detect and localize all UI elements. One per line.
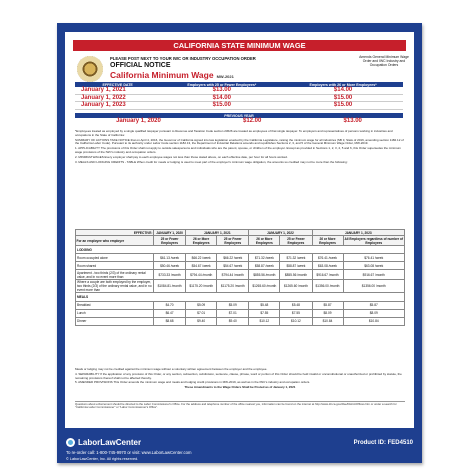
wage-header-small: Employers with 25 or Fewer Employees*	[160, 82, 283, 87]
previous-year	[75, 113, 403, 125]
wage-header-large: Employers with 26 or More Employees*	[283, 82, 403, 87]
copyright: © LaborLawCenter, Inc. All rights reserved.	[66, 457, 139, 461]
reorder-info: To re-order call: 1-800-745-9970 or visit: www.LaborLawCenter.com	[66, 450, 192, 455]
product-id: Product ID: FED4510	[353, 440, 413, 446]
poster-title: CALIFORNIA STATE MINIMUM WAGE	[73, 40, 406, 51]
meals-lodging-table: EFFECTIVE: JANUARY 1, 2020 JANUARY 1, 2021 JANUARY 1, 2022 JANUARY 1, 2023 For an employee who employer 25 or Fewer Employees 26 or More Employees 25 or Fewer Employees 26 or More Employees 25 or Fewer Employees 26 or More Employees All Employers regardless of number of Employees LODGING Room occupied alone $61.13 /week $66.22 /week $66.22 /week $71.32 /week $71.32 /week $76.41 /week $76.41 /week Room shared $50.46 /week $54.67 /week $54.67 /week $58.87 /week $58.87 /week $63.08 /week $63.08 /week Apartment - two thirds (2/3) of the ordinary rental value, and in no event more than $733.33 /month $794.44 /month $794.44 /month $855.56 /month $855.56 /month $916.67 /month $916.67 /month Where a couple are both employed by the employer, two thirds (2/3) of the ordinary rental value, and in no event more than $1084.81 /month $1175.20 /month $1175.20 /month $1265.60 /month $1265.60 /month $1356.00 /month $1356.00 /month MEALS Breakfast $4.70 $5.09 $5.09 $5.48 $5.48 $5.87 $5.87 Lunch $6.47 $7.01 $7.01 $7.55 $7.55 $8.09 $8.09 Dinner $8.68 $9.40 $9.40 $10.12 $10.12 $10.84 $10.84	[75, 229, 405, 326]
brand-logo	[66, 438, 141, 447]
minimum-wage-table	[75, 82, 403, 110]
table-row: Breakfast $4.70 $5.09 $5.09 $5.48 $5.48 $5.87 $5.87	[76, 301, 405, 309]
poster-body	[65, 32, 414, 428]
table-row: Room occupied alone $61.13 /week $66.22 /week $66.22 /week $71.32 /week $71.32 /week $76.41 /week $76.41 /week	[76, 254, 405, 262]
post-instruction: PLEASE POST NEXT TO YOUR IWC OR INDUSTRY OCCUPATION ORDER	[110, 56, 256, 61]
order-text-continued: Meals or lodging may not be credited against the minimum wage without a voluntary written agreement between the employer and the employee. 4. SEPARABILITY If the application of any provision of this Order, or any section, subsection, subdivision, sentence, clause, phrase, word or portion of this Order should be held invalid or unconstitutional or unauthorized or prohibited by statute, the remaining provisions thereof shall not be affected thereby. 5. AMENDED PROVISIONS This Order amends the minimum wage and meals and lodging credit provisions in MW-2019, as well as in the IWC's industry and occupation orders. These Amendments to the Wage Orders Shall be Posted as of January 1, 2021	[75, 368, 405, 391]
brand-name: LaborLawCenter	[78, 438, 142, 447]
form-code: MW-2021	[216, 74, 234, 79]
table-row: Where a couple are both employed by the employer, two thirds (2/3) of the ordinary rental value, and in no event more than $1084.81 /month $1175.20 /month $1175.20 /month $1265.60 /month $1265.60 /month $1356.00 /month $1356.00 /month	[76, 279, 405, 293]
order-text: *Employees treated as employed by a single qualified taxpayer pursuant to Revenue and Taxation Code section 23626 are treated as employees of that single taxpayer. To employers and representatives of persons working in industries and occupations in the State of California: SUMMARY OF ACTIONS TAKE NOTICE that on April 4, 2016, the Governor of California signed into law legislation enacted by the California Legislature, raising the minimum wage for all industries (SB 3, Stats of 2016, amending section 1182.12 of the California Labor Code). Pursuant to its authority under Labor Code section 1182.13, the Department of Industrial Relations amends and republishes Sections 2, 3, and 5 of the General Minimum Wage Order, MW-2019. 1. APPLICABILITY The provisions of this Order shall not apply to outside salespersons and individuals who are the parent, spouse, or children of the employer. Except as provided in Sections 1, 2, 3, 4, 5 and 6, this Order supersedes the minimum wage provisions of the IWC's industry and occupation orders. 2. MINIMUM WAGES Every employer shall pay to each employee wages not less than those stated above, on each effective date, per hour for all hours worked. 3. MEALS AND LODGING CREDITS - TABLE When credit for meals or lodging is used to meet part of the employer's minimum wage obligation, the amounts so credited may not be more than the following:	[75, 129, 404, 164]
table-row: January 1, 2023 $15.00 $15.00	[75, 102, 403, 110]
poster	[57, 23, 422, 463]
amends-note: Amends General Minimum Wage Order and IWC Industry and Occupation Orders	[359, 55, 409, 68]
table-row: January 1, 2022 $14.00 $15.00	[75, 94, 403, 102]
notice-heading: California Minimum Wage MW-2021	[110, 70, 234, 80]
table-row: Dinner $8.68 $9.40 $9.40 $10.12 $10.12 $10.84 $10.84	[76, 317, 405, 325]
official-notice: OFFICIAL NOTICE	[110, 62, 171, 69]
wage-header-date: EFFECTIVE DATE	[75, 82, 160, 87]
amendment-notice: These Amendments to the Wage Orders Shall be Posted as of January 1, 2021	[184, 385, 296, 390]
enforcement-note: Questions about enforcement should be directed to the Labor Commissioner's Office. For the address and telephone number of the office nearest you, information can be found on the internet at http://www.dir.ca.gov/dlse/DistrictOffices.htm or under a search for "California Labor Commissioner" or "Labor Commissioner's Office".	[75, 401, 405, 410]
table-row: Lunch $6.47 $7.01 $7.01 $7.55 $7.55 $8.09 $8.09	[76, 309, 405, 317]
laborlawcenter-logo-icon	[66, 438, 75, 447]
previous-year-label: PREVIOUS YEAR	[75, 113, 403, 118]
table-row: January 1, 2021 $13.00 $14.00	[75, 87, 403, 94]
state-seal-icon	[77, 56, 103, 82]
meals-section: MEALS	[76, 293, 405, 301]
table-row: Room shared $50.46 /week $54.67 /week $54.67 /week $58.87 /week $58.87 /week $63.08 /week $63.08 /week	[76, 262, 405, 270]
table-row: Apartment - two thirds (2/3) of the ordinary rental value, and in no event more than $733.33 /month $794.44 /month $794.44 /month $855.56 /month $855.56 /month $916.67 /month $916.67 /month	[76, 270, 405, 280]
previous-year-row: January 1, 2020 $12.00 $13.00	[116, 118, 362, 124]
lodging-section: LODGING	[76, 246, 405, 254]
